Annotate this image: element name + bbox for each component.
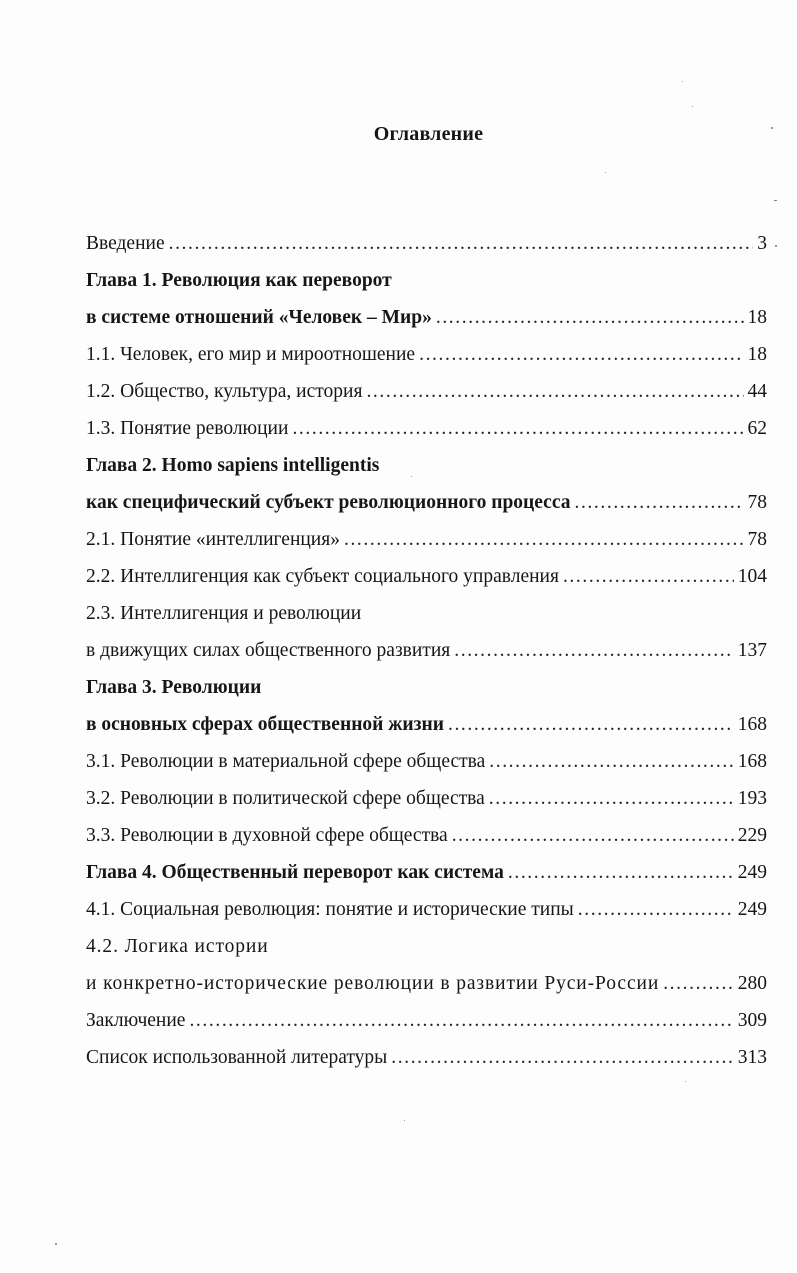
dot-leader xyxy=(574,490,743,516)
toc-entry-text: Глава 1. Революция как переворот xyxy=(86,270,392,291)
toc-entry-text: и конкретно-исторические революции в развитии Руси-России xyxy=(86,973,660,994)
toc-section-3-1[interactable] xyxy=(86,749,767,786)
toc-section-2-3-heading[interactable] xyxy=(86,601,767,638)
scan-speck xyxy=(774,200,777,201)
toc-page-number: 18 xyxy=(747,307,767,328)
dot-leader xyxy=(391,1045,733,1071)
dot-leader xyxy=(344,527,744,553)
toc-page-number: 313 xyxy=(737,1047,767,1068)
dot-leader xyxy=(169,231,753,257)
toc-entry-bibliography[interactable] xyxy=(86,1045,767,1082)
toc-entry-text: 3.2. Революции в политической сфере общества xyxy=(86,788,485,809)
dot-leader xyxy=(489,749,734,775)
toc-section-3-3[interactable] xyxy=(86,823,767,860)
toc-page-number: 280 xyxy=(737,973,767,994)
scan-speck xyxy=(605,172,606,173)
scan-speck xyxy=(404,1120,405,1121)
toc-section-4-2-heading[interactable] xyxy=(86,934,767,971)
toc-page-number: 249 xyxy=(737,899,767,920)
toc-chapter-2[interactable] xyxy=(86,490,767,527)
dot-leader xyxy=(454,638,734,664)
toc-entry-text: как специфический субъект революционного процесса xyxy=(86,492,571,513)
toc-section-3-2[interactable] xyxy=(86,786,767,823)
toc-entry-text: Заключение xyxy=(86,1010,186,1031)
toc-section-1-2[interactable] xyxy=(86,379,767,416)
toc-section-2-2[interactable] xyxy=(86,564,767,601)
dot-leader xyxy=(663,971,734,997)
toc-entry-text: Список использованной литературы xyxy=(86,1047,388,1068)
scan-speck xyxy=(692,106,693,107)
toc-chapter-4[interactable] xyxy=(86,860,767,897)
page-title: Оглавление xyxy=(373,123,484,145)
toc-page-number: 193 xyxy=(737,788,767,809)
toc-page-number: 309 xyxy=(737,1010,767,1031)
toc-chapter-1-heading[interactable] xyxy=(86,268,767,305)
toc-entry-text: Глава 3. Революции xyxy=(86,677,262,698)
toc-page-number: 62 xyxy=(747,418,767,439)
toc-entry-text: 1.2. Общество, культура, история xyxy=(86,381,363,402)
toc-entry-text: Глава 4. Общественный переворот как система xyxy=(86,862,504,883)
scan-speck xyxy=(775,245,777,247)
toc-entry-text: 1.3. Понятие революции xyxy=(86,418,289,439)
toc-entry-text: Глава 2. Homo sapiens intelligentis xyxy=(86,455,380,476)
toc-page-number: 44 xyxy=(747,381,767,402)
toc-entry-text: в основных сферах общественной жизни xyxy=(86,714,444,735)
table-of-contents xyxy=(86,231,767,1082)
toc-chapter-1[interactable] xyxy=(86,305,767,342)
toc-entry-text: 3.1. Революции в материальной сфере общества xyxy=(86,751,486,772)
dot-leader xyxy=(366,379,743,405)
toc-page-number: 249 xyxy=(737,862,767,883)
toc-section-1-3[interactable] xyxy=(86,416,767,453)
toc-page-number: 18 xyxy=(747,344,767,365)
dot-leader xyxy=(452,823,734,849)
dot-leader xyxy=(419,342,743,368)
dot-leader xyxy=(189,1008,733,1034)
toc-page-number: 3 xyxy=(757,233,767,254)
toc-section-4-2[interactable] xyxy=(86,971,767,1008)
dot-leader xyxy=(489,786,734,812)
scan-speck xyxy=(55,1243,57,1245)
toc-entry-text: в системе отношений «Человек – Мир» xyxy=(86,307,432,328)
toc-entry-text: 4.2. Логика истории xyxy=(86,936,269,957)
toc-entry-text: 2.3. Интеллигенция и революции xyxy=(86,603,362,624)
toc-entry-introduction[interactable] xyxy=(86,231,767,268)
toc-page-number: 104 xyxy=(737,566,767,587)
toc-page-number: 168 xyxy=(737,751,767,772)
dot-leader xyxy=(563,564,734,590)
toc-page-number: 168 xyxy=(737,714,767,735)
toc-page-number: 78 xyxy=(747,529,767,550)
toc-chapter-3[interactable] xyxy=(86,712,767,749)
toc-section-4-1[interactable] xyxy=(86,897,767,934)
toc-entry-text: 2.1. Понятие «интеллигенция» xyxy=(86,529,340,550)
toc-page-number: 137 xyxy=(737,640,767,661)
dot-leader xyxy=(292,416,743,442)
dot-leader xyxy=(436,305,744,331)
toc-entry-text: в движущих силах общественного развития xyxy=(86,640,451,661)
dot-leader xyxy=(448,712,734,738)
toc-page-number: 78 xyxy=(747,492,767,513)
scan-speck xyxy=(682,81,683,82)
toc-page-number: 229 xyxy=(737,825,767,846)
toc-entry-text: 1.1. Человек, его мир и мироотношение xyxy=(86,344,416,365)
toc-entry-text: 2.2. Интеллигенция как субъект социального управления xyxy=(86,566,559,587)
toc-section-1-1[interactable] xyxy=(86,342,767,379)
dot-leader xyxy=(508,860,734,886)
dot-leader xyxy=(578,897,734,923)
toc-chapter-3-heading[interactable] xyxy=(86,675,767,712)
toc-section-2-3[interactable] xyxy=(86,638,767,675)
toc-entry-conclusion[interactable] xyxy=(86,1008,767,1045)
toc-chapter-2-heading[interactable] xyxy=(86,453,767,490)
toc-entry-text: 4.1. Социальная революция: понятие и исторические типы xyxy=(86,899,574,920)
toc-section-2-1[interactable] xyxy=(86,527,767,564)
toc-entry-text: Введение xyxy=(86,233,165,254)
toc-entry-text: 3.3. Революции в духовной сфере общества xyxy=(86,825,448,846)
